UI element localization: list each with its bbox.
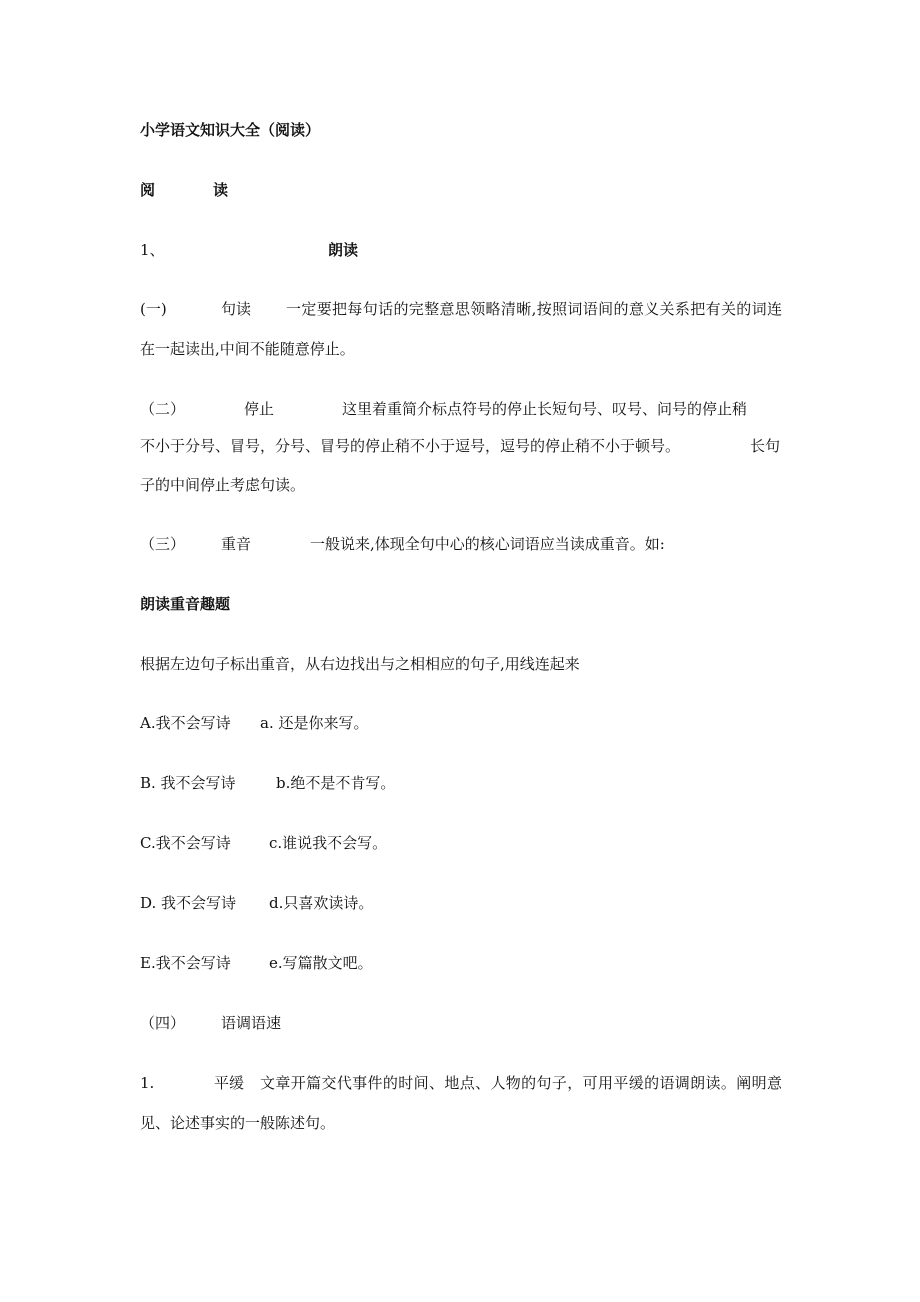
heading-1-number: 1、: [140, 241, 165, 259]
paragraph-2-text-2: 不小于分号、冒号，分号、冒号的停止稍不小于逗号，逗号的停止稍不小于顿号。: [140, 437, 681, 455]
paragraph-1-text: 一定要把每句话的完整意思领略清晰,按照词语间的意义关系把有关的词连在一起读出,中间不能随意停止。: [140, 300, 782, 358]
match-row: [140, 953, 540, 973]
match-right: d.只喜欢读诗。: [269, 894, 374, 912]
match-right: c.谁说我不会写。: [269, 834, 388, 852]
paragraph-4-line: [140, 1013, 540, 1033]
match-row: [140, 773, 540, 793]
paragraph-3-label: 重音: [221, 535, 252, 553]
match-right: a. 还是你来写。: [260, 714, 369, 732]
paragraph-3-text: 一般说来,体现全句中心的核心词语应当读成重音。如:: [310, 535, 665, 553]
match-right: b.绝不是不肯写。: [276, 774, 396, 792]
paragraph-5-number: 1.: [140, 1074, 155, 1092]
match-left: A.我不会写诗: [140, 714, 231, 732]
match-left: B. 我不会写诗: [140, 774, 236, 792]
paragraph-2-line-2: [140, 436, 800, 456]
paragraph-4-label: 语调语速: [221, 1014, 282, 1032]
paragraph-4-number: （四）: [140, 1014, 186, 1032]
paragraph-2-number: （二）: [140, 400, 186, 418]
match-left: E.我不会写诗: [140, 954, 231, 972]
paragraph-1-label: 句读: [221, 300, 252, 318]
match-row: [140, 833, 540, 853]
match-left: D. 我不会写诗: [140, 894, 237, 912]
section-heading-left: 阅: [140, 181, 156, 199]
paragraph-2-text-2b: 长句: [750, 437, 781, 455]
paragraph-2-label: 停止: [244, 400, 275, 418]
subheading: 朗读重音趣题: [140, 595, 231, 613]
paragraph-5-label: 平缓: [214, 1074, 245, 1092]
paragraph-5-text: 文章开篇交代事件的时间、地点、人物的句子，可用平缓的语调朗读。阐明意见、论述事实的一般陈述句。: [140, 1074, 782, 1132]
instruction-text: 根据左边句子标出重音，从右边找出与之相相应的句子,用线连起来: [140, 655, 580, 673]
paragraph-3-line: [140, 534, 800, 554]
paragraph-2-line-1: [140, 399, 800, 419]
match-right: e.写篇散文吧。: [269, 954, 373, 972]
paragraph-2-text-1: 这里着重简介标点符号的停止长短句号、叹号、问号的停止稍: [342, 400, 748, 418]
heading-1-label: 朗读: [328, 241, 359, 259]
paragraph-2-text-3: 子的中间停止考虑句读。: [140, 476, 306, 494]
paragraph-1-number: (一): [140, 300, 167, 318]
paragraph-3-number: （三）: [140, 535, 186, 553]
match-row: [140, 893, 540, 913]
heading-1: [140, 240, 540, 260]
match-row: [140, 713, 540, 733]
match-left: C.我不会写诗: [140, 834, 231, 852]
section-heading: [140, 180, 440, 200]
section-heading-right: 读: [213, 181, 229, 199]
document-title: 小学语文知识大全（阅读）: [140, 121, 321, 139]
